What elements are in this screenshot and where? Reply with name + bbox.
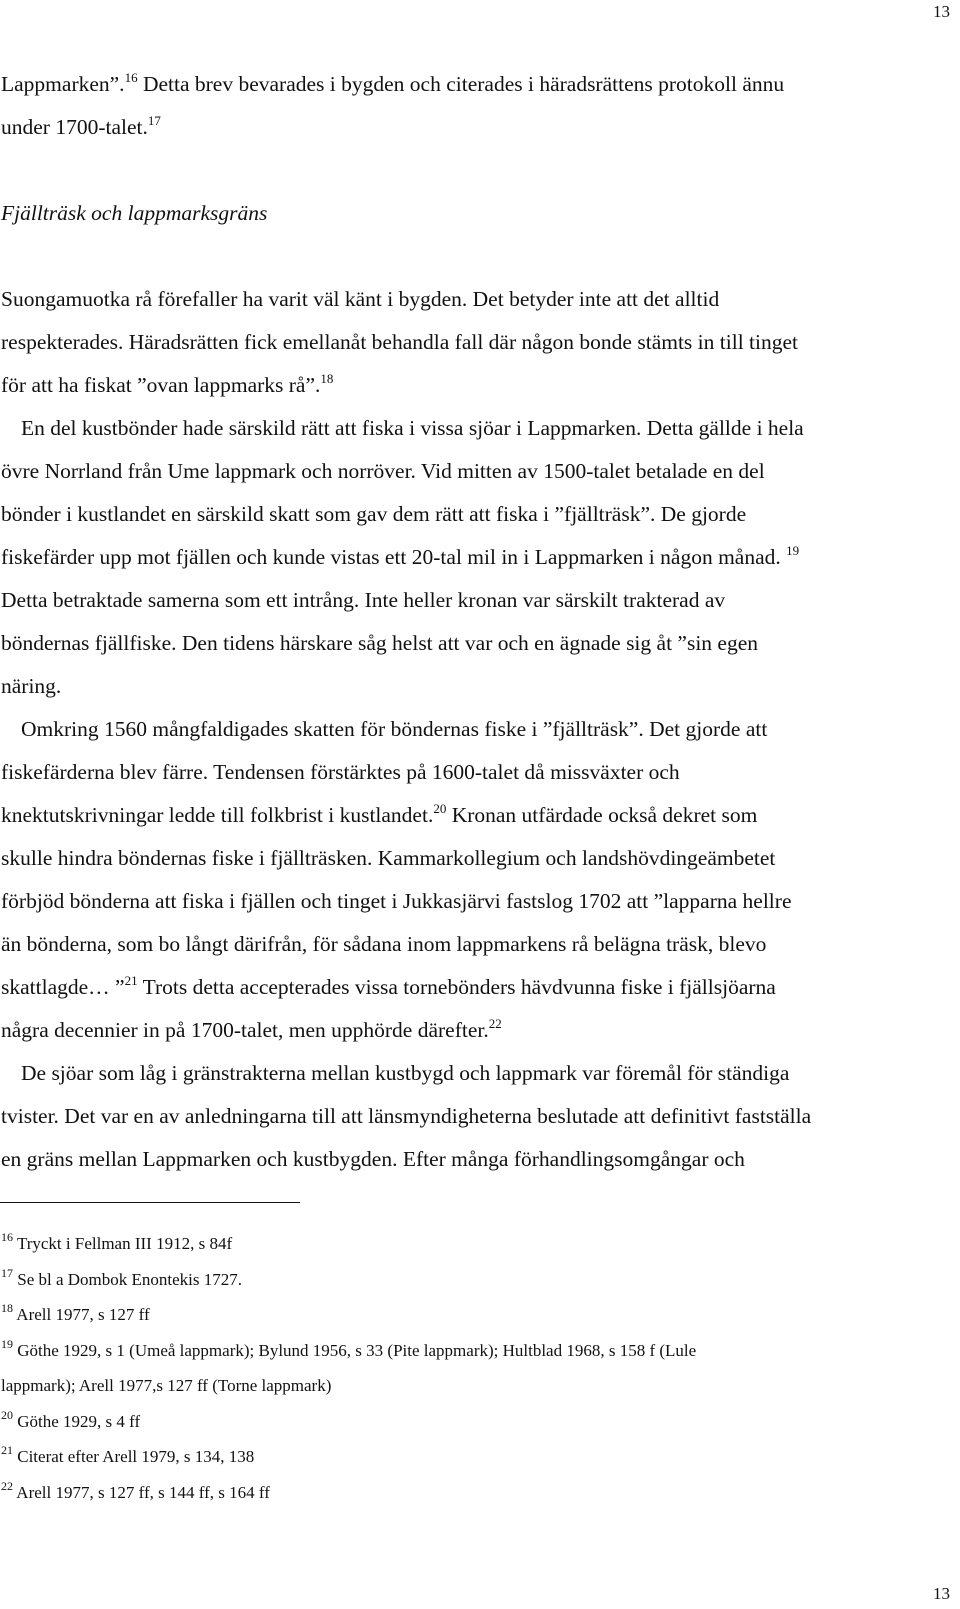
text-run: för att ha fiskat ”ovan lappmarks rå”. (1, 373, 321, 397)
text-line (1, 106, 945, 149)
footnote-text: lappmark); Arell 1977,s 127 ff (Torne lappmark) (1, 1376, 332, 1395)
footnote-number: 22 (1, 1478, 13, 1493)
footnote-17 (1, 1262, 945, 1298)
text-run: Detta brev bevarades i bygden och citerades i häradsrättens protokoll ännu (137, 72, 785, 96)
paragraph-1 (1, 63, 945, 149)
paragraph-3 (1, 407, 945, 708)
footnote-18 (1, 1297, 945, 1333)
footnote-ref-19[interactable]: 19 (786, 543, 800, 558)
text-line: En del kustbönder hade särskild rätt att fiska i vissa sjöar i Lappmarken. Detta gällde i hela (21, 416, 804, 440)
text-run: Trots detta accepterades vissa tornebönders hävdvunna fiske i fjällsjöarna (137, 975, 776, 999)
text-run: några decennier in på 1700-talet, men upphörde därefter. (1, 1018, 489, 1042)
footnote-separator (0, 1202, 300, 1203)
text-line (1, 63, 945, 106)
footnote-21 (1, 1439, 945, 1475)
text-line: böndernas fjällfiske. Den tidens härskare såg helst att var och en ägnade sig åt ”sin egen (1, 631, 759, 655)
text-run: under 1700-talet. (1, 115, 148, 139)
text-line: Suongamuotka rå förefaller ha varit väl känt i bygden. Det betyder inte att det alltid (1, 287, 720, 311)
text-line: övre Norrland från Ume lappmark och norröver. Vid mitten av 1500-talet betalade en del (1, 459, 765, 483)
footnote-text: Tryckt i Fellman III 1912, s 84f (13, 1234, 233, 1253)
text-line: än bönderna, som bo långt därifrån, för sådana inom lappmarkens rå belägna träsk, blevo (1, 932, 767, 956)
footnote-number: 20 (1, 1407, 13, 1422)
page-number-bottom: 13 (933, 1584, 950, 1603)
section-heading: Fjällträsk och lappmarksgräns (1, 201, 268, 225)
text-line (1, 364, 945, 407)
paragraph-2 (1, 278, 945, 407)
body-text (1, 63, 945, 1181)
text-line: förbjöd bönderna att fiska i fjällen och tinget i Jukkasjärvi fastslog 1702 att ”lapparna hellre (1, 889, 792, 913)
footnote-number: 16 (1, 1230, 13, 1244)
text-line: respekterades. Häradsrätten fick emellanåt behandla fall där någon bonde stämts in till tinget (1, 330, 799, 354)
text-line (1, 794, 945, 837)
text-line: De sjöar som låg i gränstrakterna mellan kustbygd och lappmark var föremål för ständiga (21, 1061, 790, 1085)
footnote-ref-22[interactable]: 22 (488, 1016, 502, 1031)
text-line: tvister. Det var en av anledningarna till att länsmyndigheterna beslutade att definitivt fastställa (1, 1104, 812, 1128)
footnote-ref-16[interactable]: 16 (124, 70, 138, 85)
text-line (1, 966, 945, 1009)
text-line: skulle hindra böndernas fiske i fjällträsken. Kammarkollegium och landshövdingeämbetet (1, 846, 776, 870)
footnote-text: Arell 1977, s 127 ff (13, 1305, 150, 1324)
text-line: fiskefärderna blev färre. Tendensen förstärktes på 1600-talet då missväxter och (1, 760, 680, 784)
text-run: Lappmarken”. (1, 72, 125, 96)
footnote-ref-18[interactable]: 18 (320, 371, 334, 386)
text-line (1, 536, 945, 579)
text-run: fiskefärder upp mot fjällen och kunde vistas ett 20-tal mil in i Lappmarken i någon månad. (1, 545, 781, 569)
footnote-text: Citerat efter Arell 1979, s 134, 138 (13, 1447, 255, 1466)
footnote-number: 17 (1, 1265, 13, 1280)
text-line (1, 1009, 945, 1052)
text-line: Detta betraktade samerna som ett intrång. Inte heller kronan var särskilt trakterad av (1, 588, 726, 612)
footnote-number: 18 (1, 1301, 13, 1315)
text-line: bönder i kustlandet en särskild skatt som gav dem rätt att fiska i ”fjällträsk”. De gjorde (1, 502, 747, 526)
footnote-text: Göthe 1929, s 1 (Umeå lappmark); Bylund 1956, s 33 (Pite lappmark); Hultblad 1968, s 158 f (Lule (13, 1340, 697, 1360)
footnote-text: Arell 1977, s 127 ff, s 144 ff, s 164 ff (13, 1482, 270, 1502)
footnote-ref-20[interactable]: 20 (433, 801, 447, 816)
footnote-20 (1, 1404, 945, 1440)
footnote-ref-17[interactable]: 17 (147, 113, 161, 128)
text-run: Kronan utfärdade också dekret som (446, 803, 758, 827)
footnote-text: Göthe 1929, s 4 ff (13, 1411, 141, 1431)
text-line: näring. (1, 674, 62, 698)
page-number-top: 13 (933, 2, 950, 21)
text-line: Omkring 1560 mångfaldigades skatten för böndernas fiske i ”fjällträsk”. Det gjorde att (21, 717, 768, 741)
footnote-text: Se bl a Dombok Enontekis 1727. (13, 1269, 243, 1289)
footnote-number: 19 (1, 1336, 13, 1351)
footnote-19 (1, 1333, 945, 1369)
text-run: knektutskrivningar ledde till folkbrist i kustlandet. (1, 803, 434, 827)
footnotes (1, 1226, 945, 1510)
footnote-number: 21 (1, 1443, 13, 1457)
footnote-22 (1, 1475, 945, 1511)
text-run: skattlagde… ” (1, 975, 125, 999)
paragraph-5 (1, 1052, 945, 1181)
footnote-ref-21[interactable]: 21 (124, 973, 138, 988)
paragraph-4 (1, 708, 945, 1052)
footnote-19-continued (1, 1368, 945, 1404)
text-line: en gräns mellan Lappmarken och kustbygden. Efter många förhandlingsomgångar och (1, 1147, 745, 1171)
footnote-16 (1, 1226, 945, 1262)
